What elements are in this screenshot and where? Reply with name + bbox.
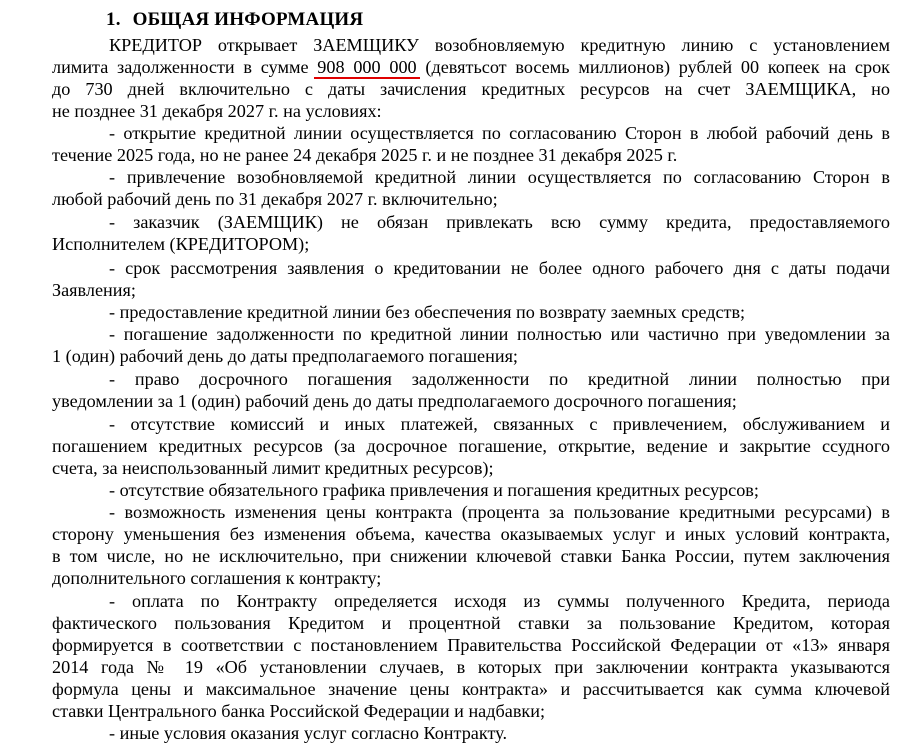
list-item-11-line-5: формула цены и максимальное значение цены контракта» и рассчитывается как сумма ключевой (52, 679, 890, 699)
list-item-1-line-2: течение 2025 года, но не ранее 24 декабря 2025 г. и не позднее 31 декабря 2025 г. (52, 145, 678, 165)
list-item-3-line-1: - заказчик (ЗАЕМЩИК) не обязан привлекать всю сумму кредита, предоставляемого (109, 212, 890, 232)
list-item-6-line-2: 1 (один) рабочий день до даты предполагаемого погашения; (52, 346, 518, 366)
list-item-11-line-6: ставки Центрального банка Российской Федерации и надбавки; (52, 701, 546, 721)
list-item-12-line-1: - иные условия оказания услуг согласно Контракту. (109, 723, 507, 743)
list-item-2-line-1: - привлечение возобновляемой кредитной линии осуществляется по согласованию Сторон в (109, 167, 890, 187)
list-item-7-line-1: - право досрочного погашения задолженности по кредитной линии полностью при (109, 369, 890, 389)
intro-line-2-end: (девятьсот восемь миллионов) рублей 00 копеек на срок (416, 57, 890, 77)
list-item-8-line-2: погашением кредитных ресурсов (за досрочное погашение, открытие, ведение и закрытие ссудного (52, 436, 890, 456)
list-item-5-line-1: - предоставление кредитной линии без обеспечения по возврату заемных средств; (109, 302, 746, 322)
list-item-2-line-2: любой рабочий день по 31 декабря 2027 г. включительно; (52, 189, 498, 209)
list-item-11-line-1: - оплата по Контракту определяется исходя из суммы полученного Кредита, периода (109, 591, 890, 611)
list-item-11-line-3: формируется в соответствии с постановлением Правительства Российской Федерации от «13» января (52, 635, 890, 655)
section-heading (106, 9, 363, 31)
list-item-8-line-1: - отсутствие комиссий и иных платежей, связанных с привлечением, обслуживанием и (109, 414, 890, 434)
list-item-10-line-2: сторону уменьшения без изменения объема, качества оказываемых услуг и иных условий контракта, (52, 524, 890, 544)
list-item-11-line-4: 2014 года № 19 «Об установлении случаев, в которых при заключении контракта указываются (52, 657, 890, 677)
list-item-4-line-1: - срок рассмотрения заявления о кредитовании не более одного рабочего дня с даты подачи (109, 258, 890, 278)
credit-amount-highlight: 908 000 000 (317, 57, 417, 77)
section-title: ОБЩАЯ ИНФОРМАЦИЯ (132, 9, 364, 30)
list-item-10-line-1: - возможность изменения цены контракта (процента за пользование кредитными ресурсами) в (109, 502, 890, 522)
list-item-11-line-2: фактического пользования Кредитом и процентной ставки за пользование Кредитом, которая (52, 613, 890, 633)
intro-line-4: не позднее 31 декабря 2027 г. на условиях: (52, 101, 382, 121)
list-item-9-line-1: - отсутствие обязательного графика привлечения и погашения кредитных ресурсов; (109, 480, 759, 500)
list-item-10-line-4: дополнительного соглашения к контракту; (52, 568, 382, 588)
intro-line-2 (52, 56, 890, 78)
intro-line-1: КРЕДИТОР открывает ЗАЕМЩИКУ возобновляемую кредитную линию с установлением (109, 35, 890, 55)
list-item-10-line-3: в том числе, но не исключительно, при снижении ключевой ставки Банка России, путем заключения (52, 546, 890, 566)
intro-line-3: до 730 дней включительно с даты зачисления кредитных ресурсов на счет ЗАЕМЩИКА, но (52, 79, 890, 99)
list-item-7-line-2: уведомлении за 1 (один) рабочий день до даты предполагаемого досрочного погашения; (52, 391, 737, 411)
list-item-3-line-2: Исполнителем (КРЕДИТОРОМ); (52, 234, 310, 254)
section-number: 1. (106, 9, 121, 30)
list-item-4-line-2: Заявления; (52, 280, 136, 300)
list-item-6-line-1: - погашение задолженности по кредитной линии полностью или частично при уведомлении за (109, 324, 890, 344)
list-item-8-line-3: счета, за неиспользованный лимит кредитных ресурсов); (52, 458, 494, 478)
intro-line-2-start: лимита задолженности в сумме (52, 57, 318, 77)
list-item-1-line-1: - открытие кредитной линии осуществляется по согласованию Сторон в любой рабочий день в (109, 123, 890, 143)
